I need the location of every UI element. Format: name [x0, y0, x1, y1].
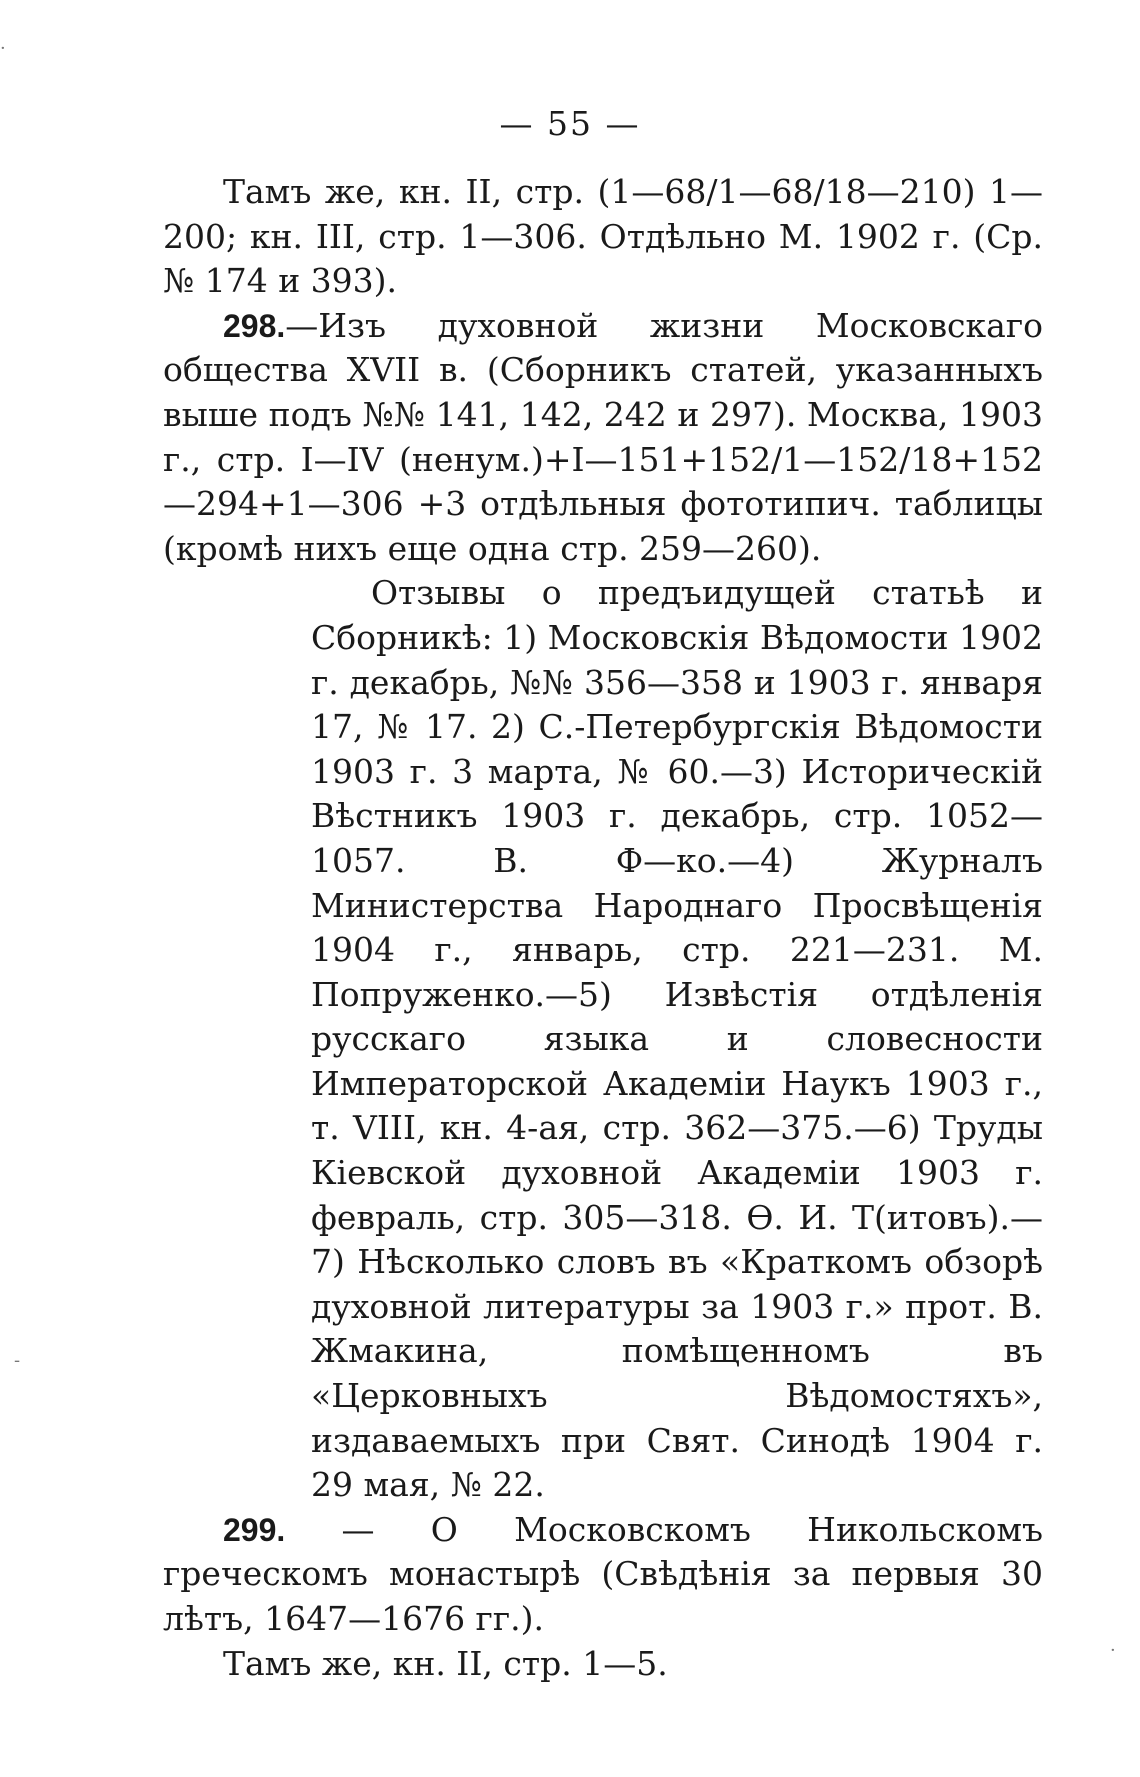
source-reference-299: Тамъ же, кн. II, стр. 1—5. [223, 1643, 668, 1683]
entry-number: 299. [223, 1511, 286, 1548]
text-column [163, 170, 1043, 1686]
entry-text: —Изъ духовной жизни Московскаго общества XVII в. (Сборникъ статей, указанныхъ выше подъ №№ 141, 142, 242 и 297). Москва, 1903 г., стр. I—IV (ненум.)+I—151+152/1—152/18+152—294+1—306 +3 отдѣльныя фототипич. таблицы (кромѣ нихъ еще одна стр. 259—260). [163, 305, 1043, 568]
reviews-paragraph: Отзывы о предъидущей статьѣ и Сборникѣ: 1) Московскія Вѣдомости 1902 г. декабрь, №№ 356—358 и 1903 г. января 17, № 17. 2) С.-Петербургскія Вѣдомости 1903 г. 3 марта, № 60.—3) Историческій Вѣстникъ 1903 г. декабрь, стр. 1052—1057. В. Ф—ко.—4) Журналъ Министерства Народнаго Просвѣщенія 1904 г., январь, стр. 221—231. М. Попруженко.—5) Извѣстія отдѣленія русскаго языка и словесности Императорской Академіи Наукъ 1903 г., т. VIII, кн. 4-ая, стр. 362—375.—6) Труды Кіевской духовной Академіи 1903 г. февраль, стр. 305—318. Ѳ. И. Т(итовъ).—7) Нѣсколько словъ въ «Краткомъ обзорѣ духовной литературы за 1903 г.» прот. В. Жмакина, помѣщенномъ въ «Церковныхъ Вѣдомостяхъ», издаваемыхъ при Свят. Синодѣ 1904 г. 29 мая, № 22. [311, 573, 1043, 1505]
scan-speck: - [14, 1350, 21, 1371]
source-reference-297: Тамъ же, кн. II, стр. (1—68/1—68/18—210) 1—200; кн. III, стр. 1—306. Отдѣльно М. 1902 г. (Ср. № 174 и 393). [163, 172, 1043, 301]
entry-text: — О Московскомъ Никольскомъ греческомъ монастырѣ (Свѣдѣнія за первыя 30 лѣтъ, 1647—1676 гг.). [163, 1509, 1043, 1638]
entry-number: 298. [223, 307, 286, 344]
scan-speck: · [0, 38, 6, 59]
page-number: — 55 — [499, 104, 641, 143]
bibliography-entry-299 [163, 1508, 1043, 1642]
scan-speck: · [1110, 1640, 1116, 1661]
bibliography-entry-298 [163, 304, 1043, 572]
